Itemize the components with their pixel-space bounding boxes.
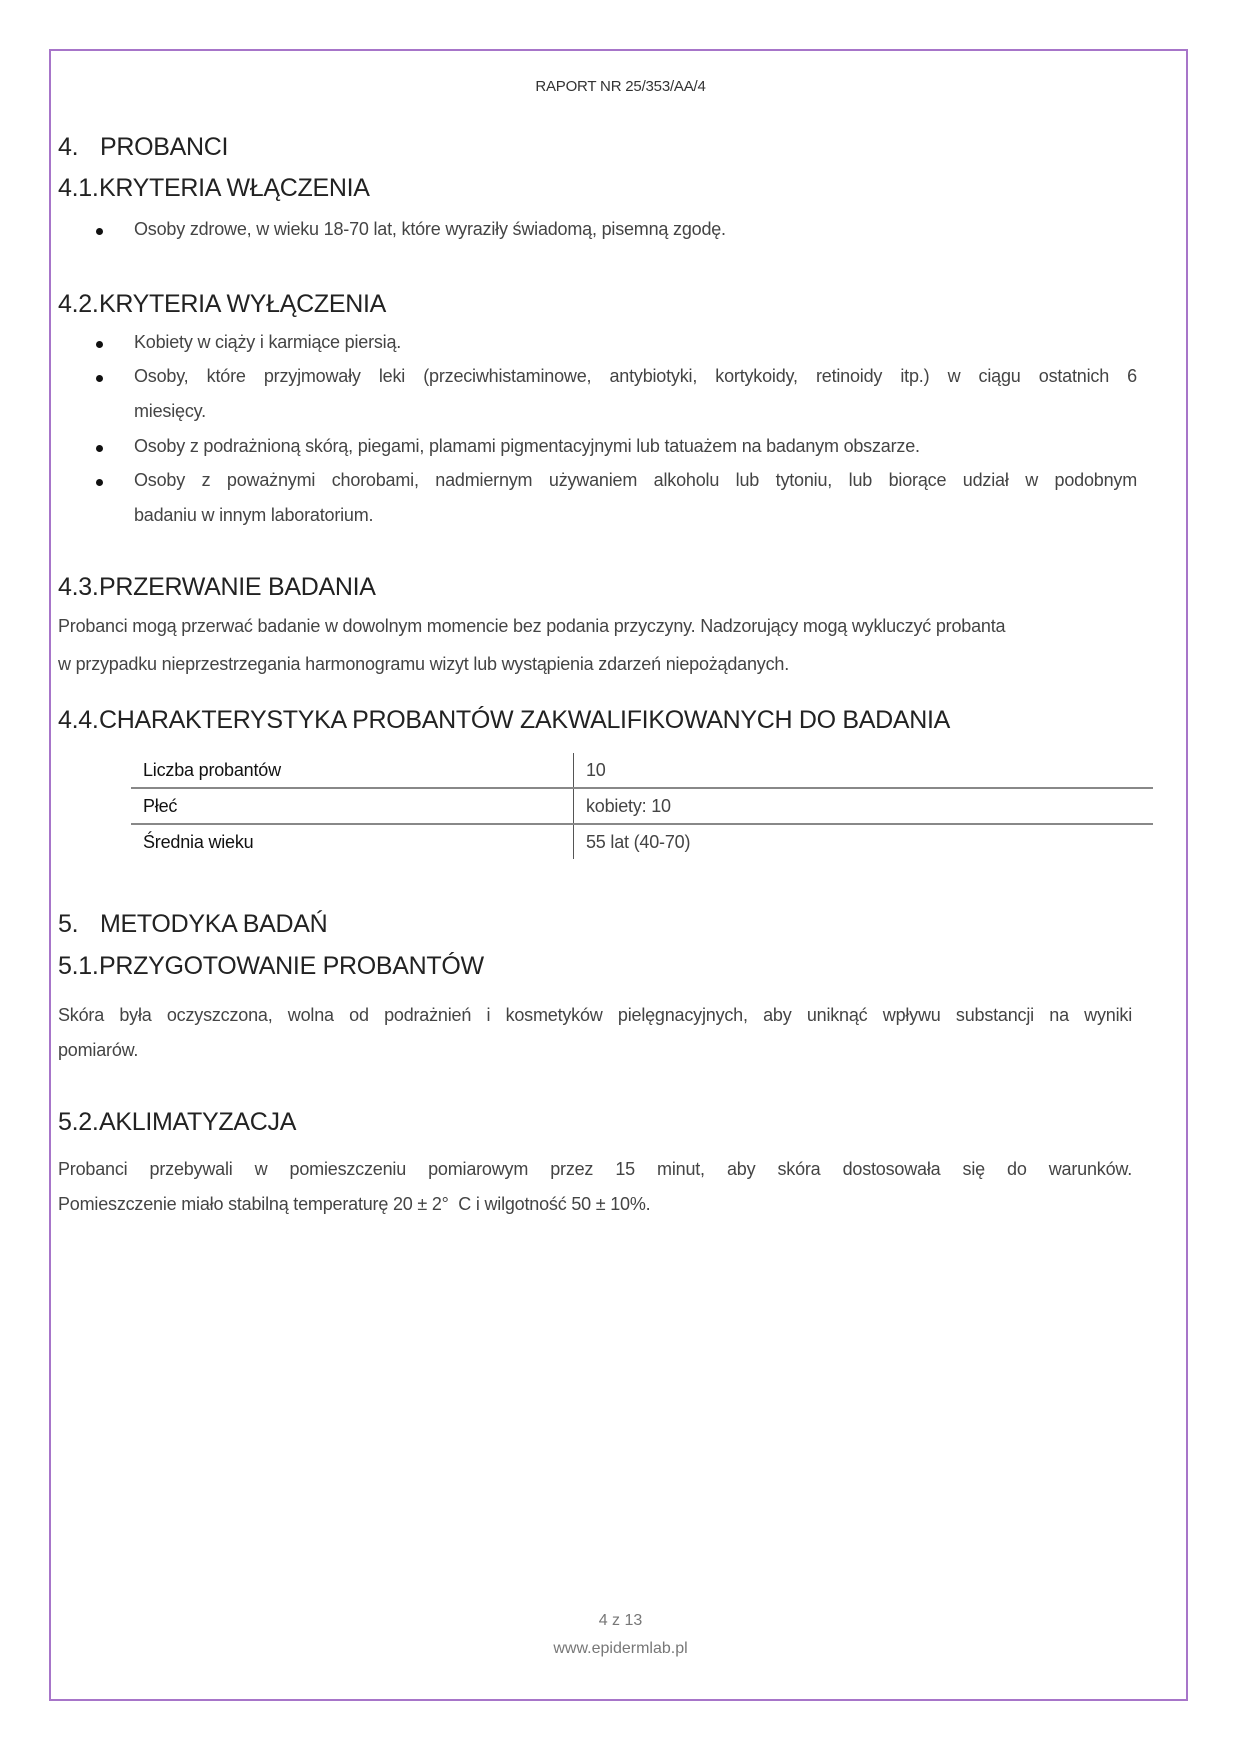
section-4-2-heading bbox=[58, 290, 386, 319]
section-title: PRZERWANIE BADANIA bbox=[99, 573, 376, 601]
section-title: KRYTERIA WŁĄCZENIA bbox=[99, 174, 370, 202]
table-label-cell: Liczba probantów bbox=[131, 753, 574, 788]
bullet-icon bbox=[96, 445, 103, 452]
bullet-icon bbox=[96, 479, 103, 486]
table-row bbox=[131, 824, 1153, 859]
table-label-cell: Średnia wieku bbox=[131, 824, 574, 859]
list-item-text: Osoby zdrowe, w wieku 18-70 lat, które wyraziły świadomą, pisemną zgodę. bbox=[134, 219, 726, 239]
section-number: 4.1. bbox=[58, 174, 99, 202]
section-title: PRZYGOTOWANIE PROBANTÓW bbox=[99, 952, 484, 980]
table-value-cell: 55 lat (40-70) bbox=[574, 824, 1154, 859]
bullet-icon bbox=[96, 341, 103, 348]
section-number: 5.1. bbox=[58, 952, 99, 980]
table-label-cell: Płeć bbox=[131, 788, 574, 824]
section-number: 5.2. bbox=[58, 1108, 99, 1136]
paragraph-line: pomiarów. bbox=[58, 1040, 139, 1060]
section-title: CHARAKTERYSTYKA PROBANTÓW ZAKWALIFIKOWANYCH DO BADANIA bbox=[99, 706, 951, 734]
characteristics-table bbox=[131, 753, 1153, 859]
list-item-text-continued: badaniu w innym laboratorium. bbox=[134, 505, 374, 525]
table-value-cell: kobiety: 10 bbox=[574, 788, 1154, 824]
section-title: KRYTERIA WYŁĄCZENIA bbox=[99, 290, 386, 318]
section-title: METODYKA BADAŃ bbox=[100, 910, 328, 938]
paragraph-line: Pomieszczenie miało stabilną temperaturę 20 ± 2° C i wilgotność 50 ± 10%. bbox=[58, 1194, 651, 1214]
section-5-2-heading bbox=[58, 1108, 296, 1137]
report-header: RAPORT NR 25/353/AA/4 bbox=[535, 78, 706, 95]
table-row bbox=[131, 788, 1153, 824]
section-number: 5. bbox=[58, 910, 79, 938]
list-item-text-continued: miesięcy. bbox=[134, 401, 206, 421]
list-item-text: Kobiety w ciąży i karmiące piersią. bbox=[134, 332, 402, 352]
list-item-text: Osoby z poważnymi chorobami, nadmiernym używaniem alkoholu lub tytoniu, lub biorące udział w podobnym bbox=[134, 470, 1137, 490]
paragraph-line: Probanci mogą przerwać badanie w dowolnym momencie bez podania przyczyny. Nadzorujący mogą wykluczyć probanta bbox=[58, 616, 1006, 636]
section-5-heading bbox=[58, 910, 327, 939]
paragraph-line: Skóra była oczyszczona, wolna od podrażnień i kosmetyków pielęgnacyjnych, aby uniknąć wpływu substancji na wyniki bbox=[58, 1005, 1132, 1025]
section-4-1-heading bbox=[58, 174, 370, 203]
paragraph-line: w przypadku nieprzestrzegania harmonogramu wizyt lub wystąpienia zdarzeń niepożądanych. bbox=[58, 654, 790, 674]
section-4-heading bbox=[58, 133, 228, 162]
bullet-icon bbox=[96, 228, 103, 235]
list-item-text: Osoby z podrażnioną skórą, piegami, plamami pigmentacyjnymi lub tatuażem na badanym obszarze. bbox=[134, 436, 920, 456]
page-number: 4 z 13 bbox=[598, 1612, 643, 1629]
section-title: PROBANCI bbox=[100, 133, 229, 161]
table-value-cell: 10 bbox=[586, 759, 606, 780]
section-number: 4.3. bbox=[58, 573, 99, 601]
list-item-text: Osoby, które przyjmowały leki (przeciwhistaminowe, antybiotyki, kortykoidy, retinoidy itp.) w ciągu ostatnich 6 bbox=[134, 366, 1137, 386]
bullet-icon bbox=[96, 375, 103, 382]
section-4-4-heading bbox=[58, 706, 950, 735]
paragraph-line: Probanci przebywali w pomieszczeniu pomiarowym przez 15 minut, aby skóra dostosowała się do warunków. bbox=[58, 1159, 1132, 1179]
section-5-1-heading bbox=[58, 952, 484, 981]
section-number: 4.4. bbox=[58, 706, 99, 734]
website-link[interactable]: www.epidermlab.pl bbox=[553, 1640, 688, 1657]
section-title: AKLIMATYZACJA bbox=[99, 1108, 297, 1136]
table-row bbox=[131, 753, 1153, 788]
section-number: 4. bbox=[58, 133, 79, 161]
section-4-3-heading bbox=[58, 573, 376, 602]
section-number: 4.2. bbox=[58, 290, 99, 318]
